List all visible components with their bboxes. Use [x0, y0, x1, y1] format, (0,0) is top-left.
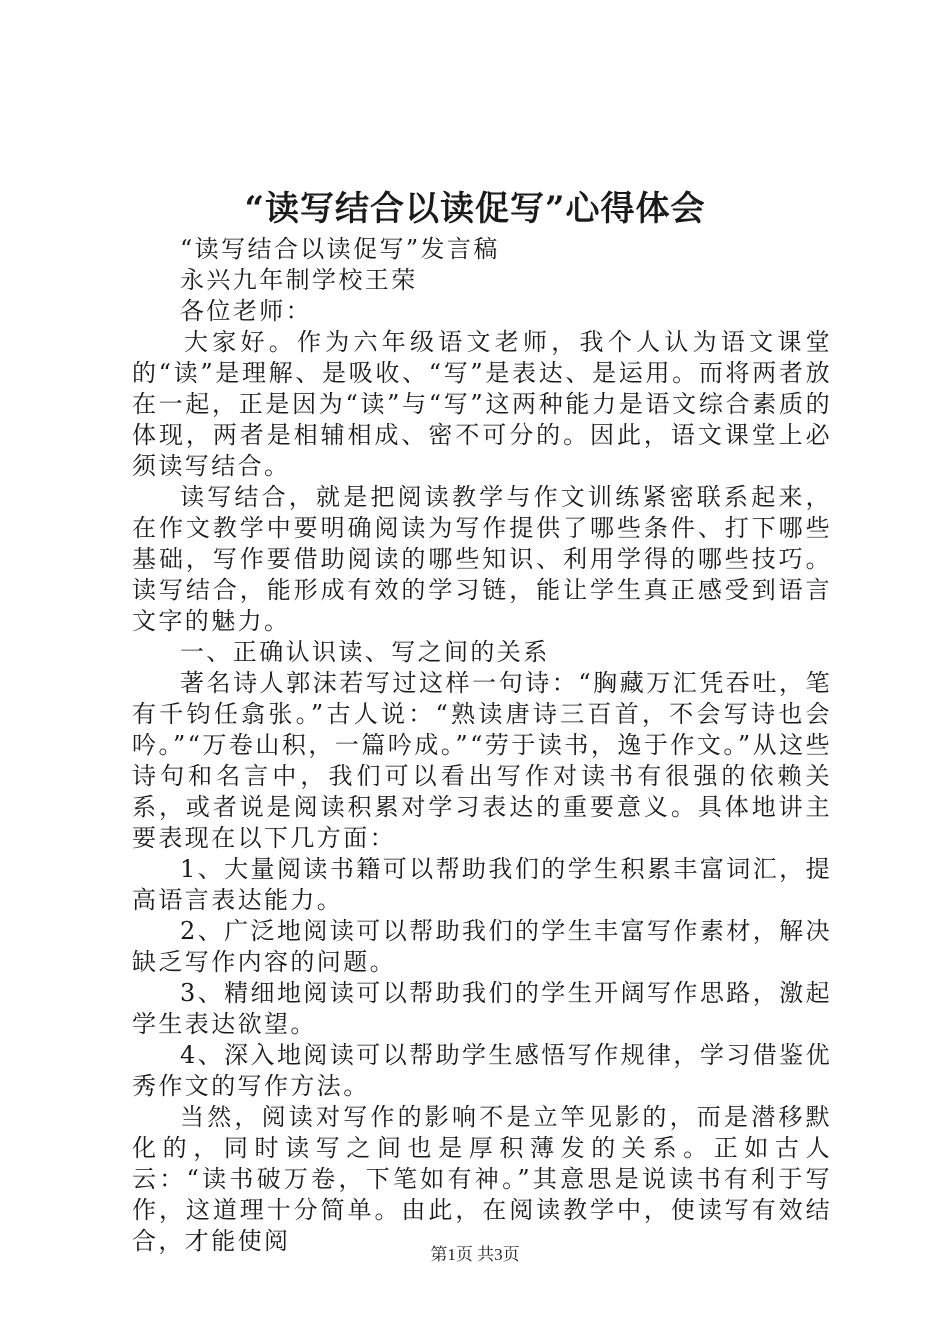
- document-body: [132, 234, 832, 1257]
- speech-heading: “读写结合以读促写”发言稿: [180, 235, 500, 263]
- list-item: 3、精细地阅读可以帮助我们的学生开阔写作思路，激起学生表达欲望。: [132, 979, 832, 1038]
- section-heading: 一、正确认识读、写之间的关系: [180, 638, 550, 666]
- body-paragraph: 当然，阅读对写作的影响不是立竿见影的，而是潜移默化的，同时读写之间也是厚积薄发的关系。正如古人云：“读书破万卷，下笔如有神。”其意思是说读书有利于写作，这道理十分简单。由此，在阅读教学中，使读写有效结合，才能使阅: [132, 1103, 832, 1255]
- body-paragraph: 读写结合，就是把阅读教学与作文训练紧密联系起来，在作文教学中要明确阅读为写作提供了哪些条件、打下哪些基础，写作要借助阅读的哪些知识、利用学得的哪些技巧。读写结合，能形成有效的学习链，能让学生真正感受到语言文字的魅力。: [132, 483, 832, 635]
- list-item: 2、广泛地阅读可以帮助我们的学生丰富写作素材，解决缺乏写作内容的问题。: [132, 917, 832, 976]
- author-line: 永兴九年制学校王荣: [180, 266, 418, 294]
- list-item: 1、大量阅读书籍可以帮助我们的学生积累丰富词汇，提高语言表达能力。: [132, 855, 832, 914]
- document-title: “读写结合以读促写”心得体会: [244, 189, 706, 229]
- body-paragraph: 大家好。作为六年级语文老师，我个人认为语文课堂的“读”是理解、是吸收、“写”是表达、是运用。而将两者放在一起，正是因为“读”与“写”这两种能力是语文综合素质的体现，两者是相辅相成、密不可分的。因此，语文课堂上必须读写结合。: [132, 328, 832, 480]
- list-item: 4、深入地阅读可以帮助学生感悟写作规律，学习借鉴优秀作文的写作方法。: [132, 1041, 832, 1100]
- salutation: 各位老师：: [180, 297, 312, 325]
- page-footer: 第1页 共3页: [430, 1245, 520, 1264]
- body-paragraph: 著名诗人郭沫若写过这样一句诗：“胸藏万汇凭吞吐，笔有千钧任翕张。”古人说：“熟读唐诗三百首，不会写诗也会吟。”“万卷山积，一篇吟成。”“劳于读书，逸于作文。”从这些诗句和名言中，我们可以看出写作对读书有很强的依赖关系，或者说是阅读积累对学习表达的重要意义。具体地讲主要表现在以下几方面：: [132, 669, 832, 852]
